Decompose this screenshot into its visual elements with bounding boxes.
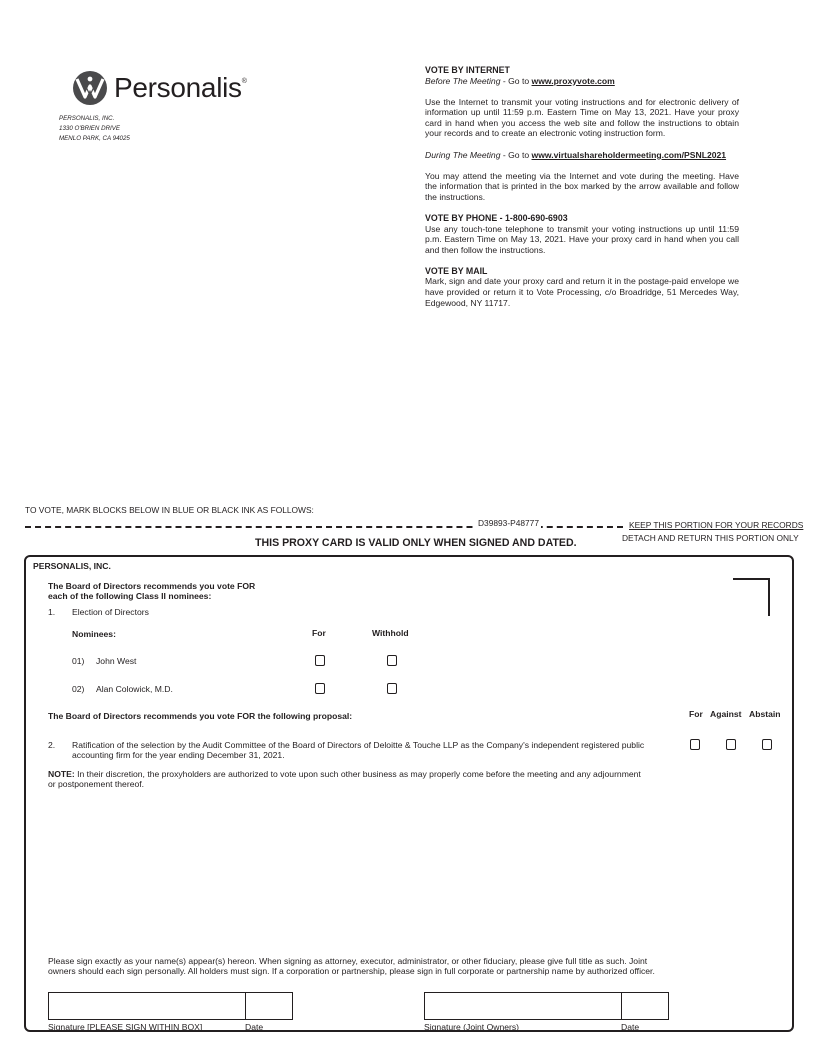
nominees-header: Nominees: xyxy=(72,629,116,639)
company-logo xyxy=(72,70,247,106)
signature-date-divider xyxy=(245,993,246,1019)
withhold-column-header: Withhold xyxy=(372,628,409,638)
nominee-name: John West xyxy=(96,656,137,666)
item1-label: Election of Directors xyxy=(72,607,149,617)
item2-number: 2. xyxy=(48,740,56,750)
vote-phone-title: VOTE BY PHONE - 1-800-690-6903 xyxy=(425,212,568,223)
nominee-2-for-checkbox[interactable] xyxy=(315,683,325,694)
for-column-header: For xyxy=(312,628,326,638)
joint-signature-date-label: Date xyxy=(621,1022,640,1032)
during-meeting-text: You may attend the meeting via the Internet and vote during the meeting. Have the information that is printed in the box marked by the arrow available and follow the instructions. xyxy=(425,170,739,202)
personalis-logo-icon xyxy=(72,70,108,106)
nominee-name: Alan Colowick, M.D. xyxy=(96,684,173,694)
company-address xyxy=(59,114,130,144)
signing-instructions-cont: owners should each sign personally. All holders must sign. If a corporation or partnership, please sign in full corporate or partnership name by authorized officer. xyxy=(48,966,655,976)
proposal-for-header: For xyxy=(689,709,703,719)
valid-notice: THIS PROXY CARD IS VALID ONLY WHEN SIGNED AND DATED. xyxy=(255,537,577,549)
voting-instructions xyxy=(425,65,739,308)
item2-text-cont: accounting firm for the year ending December 31, 2021. xyxy=(72,750,285,760)
address-line: PERSONALIS, INC. xyxy=(59,115,115,122)
proposal-for-checkbox[interactable] xyxy=(690,739,700,750)
signature-date-label: Date xyxy=(245,1022,264,1032)
address-box-corner-mark xyxy=(733,578,770,616)
proposal-abstain-header: Abstain xyxy=(749,709,781,719)
address-line: 1330 O'BRIEN DRIVE xyxy=(59,125,121,132)
signing-instructions: Please sign exactly as your name(s) appear(s) hereon. When signing as attorney, executor, administrator, or other fiduciary, please give full title as such. Joint xyxy=(48,956,648,966)
joint-signature-label: Signature (Joint Owners) xyxy=(424,1022,520,1032)
virtual-meeting-link[interactable]: www.virtualshareholdermeeting.com/PSNL2021 xyxy=(531,149,727,160)
control-number: D39893-P48777 xyxy=(478,518,540,528)
board-recommendation-cont: each of the following Class II nominees: xyxy=(48,591,212,601)
item1-number: 1. xyxy=(48,607,56,617)
before-meeting-line: Before The Meeting - Go to www.proxyvote.com xyxy=(425,75,615,86)
item2-text: Ratification of the selection by the Audit Committee of the Board of Directors of Deloitte & Touche LLP as the Company's independent registered public xyxy=(72,740,645,750)
nominee-number: 02) xyxy=(72,684,85,694)
signature-box[interactable] xyxy=(48,992,293,1020)
detach-portion-label: DETACH AND RETURN THIS PORTION ONLY xyxy=(622,533,799,543)
vote-mail-title: VOTE BY MAIL xyxy=(425,265,488,276)
card-company-name: PERSONALIS, INC. xyxy=(33,561,111,571)
proposal-abstain-checkbox[interactable] xyxy=(762,739,772,750)
note-text: NOTE: In their discretion, the proxyholders are authorized to vote upon such other business as may properly come before the meeting and any adjournment xyxy=(48,769,641,779)
proposal-against-header: Against xyxy=(710,709,742,719)
phone-text: Use any touch-tone telephone to transmit your voting instructions up until 11:59 p.m. Eastern Time on May 13, 2021. Have your proxy card in hand when you call and then follow the instructions. xyxy=(425,223,739,255)
nominee-1-withhold-checkbox[interactable] xyxy=(387,655,397,666)
signature-label: Signature [PLEASE SIGN WITHIN BOX] xyxy=(48,1022,203,1032)
address-line: MENLO PARK, CA 94025 xyxy=(59,135,130,142)
note-text-cont: or postponement thereof. xyxy=(48,779,145,789)
joint-signature-box[interactable] xyxy=(424,992,669,1020)
internet-text: Use the Internet to transmit your voting instructions and for electronic delivery of information up until 11:59 p.m. Eastern Time on May 13, 2021. Have your proxy card in hand when you access the web site and follow the instructions to obtain your records and to create an electronic voting instruction form. xyxy=(425,96,739,139)
joint-signature-date-divider xyxy=(621,993,622,1019)
proxyvote-link[interactable]: www.proxyvote.com xyxy=(531,75,615,86)
mail-text: Mark, sign and date your proxy card and return it in the postage-paid envelope we have provided or return it to Vote Processing, c/o Broadridge, 51 Mercedes Way, Edgewood, NY 11717. xyxy=(425,276,739,308)
nominee-2-withhold-checkbox[interactable] xyxy=(387,683,397,694)
logo-text: Personalis® xyxy=(114,72,247,103)
proposal-recommendation: The Board of Directors recommends you vote FOR the following proposal: xyxy=(48,711,353,721)
nominee-number: 01) xyxy=(72,656,85,666)
nominee-1-for-checkbox[interactable] xyxy=(315,655,325,666)
mark-instruction: TO VOTE, MARK BLOCKS BELOW IN BLUE OR BLACK INK AS FOLLOWS: xyxy=(25,505,314,515)
vote-internet-title: VOTE BY INTERNET xyxy=(425,65,510,75)
board-recommendation: The Board of Directors recommends you vote FOR xyxy=(48,581,256,591)
keep-portion-label: KEEP THIS PORTION FOR YOUR RECORDS xyxy=(629,520,804,530)
during-meeting-line: During The Meeting - Go to www.virtualshareholdermeeting.com/PSNL2021 xyxy=(425,149,727,160)
proposal-against-checkbox[interactable] xyxy=(726,739,736,750)
